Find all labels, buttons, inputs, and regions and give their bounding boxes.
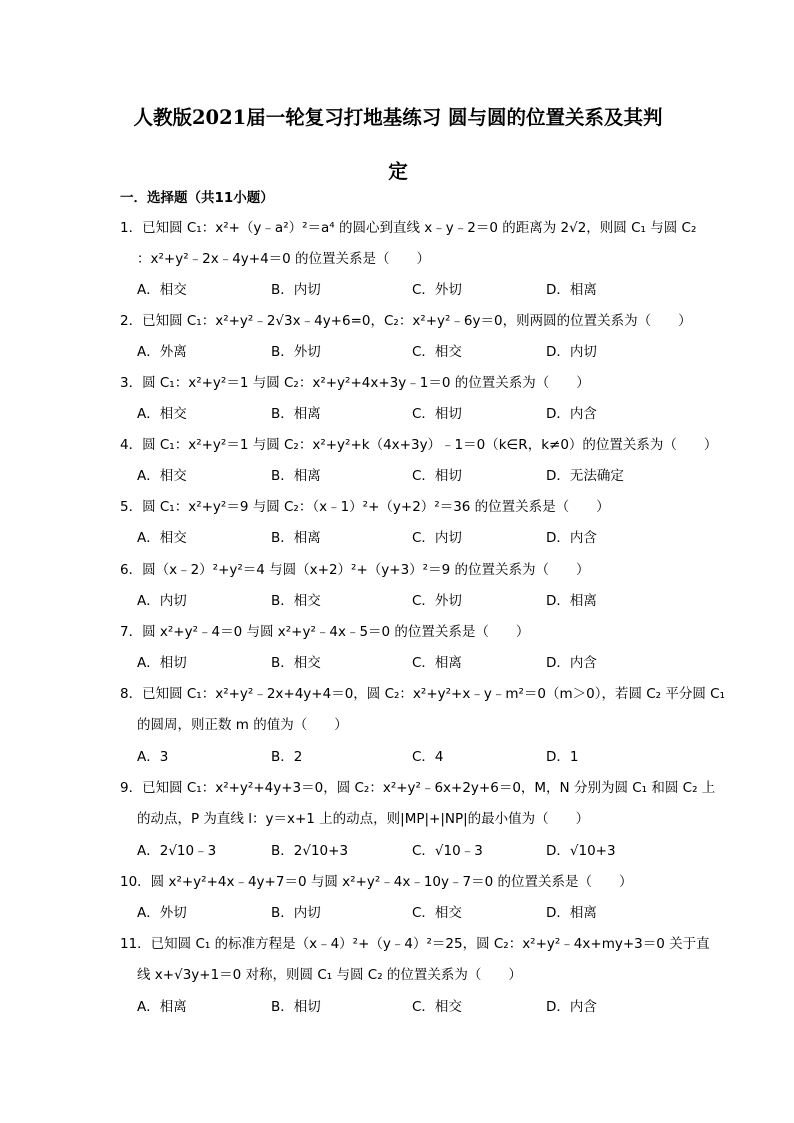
- question-6-option-c[interactable]: C．外切: [412, 593, 462, 609]
- question-7-option-b[interactable]: B．相交: [271, 655, 321, 671]
- question-1-option-d[interactable]: D．相离: [546, 282, 597, 298]
- question-3-line-1: 3．圆 C₁：x²+y²＝1 与圆 C₂：x²+y²+4x+3y﹣1＝0 的位置关系为（ ）: [120, 375, 590, 391]
- question-8-option-b[interactable]: B．2: [271, 749, 303, 765]
- question-11-option-d[interactable]: D．内含: [546, 999, 597, 1015]
- question-8-line-2: 的圆周，则正数 m 的值为（ ）: [137, 717, 348, 733]
- question-9-line-2: 的动点，P 为直线 l：y＝x+1 上的动点，则|MP|+|NP|的最小值为（ ）: [137, 811, 590, 827]
- question-8-option-d[interactable]: D．1: [546, 749, 579, 765]
- question-5-option-a[interactable]: A．相交: [137, 530, 187, 546]
- question-9-option-d[interactable]: D．√10+3: [546, 843, 616, 859]
- question-2-option-b[interactable]: B．外切: [271, 344, 321, 360]
- question-10-line-1: 10．圆 x²+y²+4x﹣4y+7＝0 与圆 x²+y²﹣4x﹣10y﹣7＝0 的位置关系是（ ）: [120, 874, 633, 890]
- question-3-option-c[interactable]: C．相切: [412, 406, 462, 422]
- question-10-option-d[interactable]: D．相离: [546, 905, 597, 921]
- question-11-option-c[interactable]: C．相交: [412, 999, 462, 1015]
- question-7-option-d[interactable]: D．内含: [546, 655, 597, 671]
- question-1-line-1: 1．已知圆 C₁：x²+（y﹣a²）²＝a⁴ 的圆心到直线 x﹣y﹣2＝0 的距离为 2√2，则圆 C₁ 与圆 C₂: [120, 220, 697, 236]
- question-4-option-b[interactable]: B．相离: [271, 468, 321, 484]
- question-2-option-c[interactable]: C．相交: [412, 344, 462, 360]
- question-3-option-a[interactable]: A．相交: [137, 406, 187, 422]
- question-10-option-a[interactable]: A．外切: [137, 905, 187, 921]
- question-11-option-a[interactable]: A．相离: [137, 999, 187, 1015]
- title-line-1: 人教版2021届一轮复习打地基练习 圆与圆的位置关系及其判: [133, 106, 663, 129]
- question-5-option-d[interactable]: D．内含: [546, 530, 597, 546]
- question-4-option-d[interactable]: D．无法确定: [546, 468, 624, 484]
- question-7-option-c[interactable]: C．相离: [412, 655, 462, 671]
- question-6-option-d[interactable]: D．相离: [546, 593, 597, 609]
- question-10-option-b[interactable]: B．内切: [271, 905, 321, 921]
- title-line-2: 定: [388, 160, 408, 183]
- question-2-line-1: 2．已知圆 C₁：x²+y²﹣2√3x﹣4y+6=0，C₂：x²+y²﹣6y＝0，则两圆的位置关系为（ ）: [120, 313, 692, 329]
- question-4-option-c[interactable]: C．相切: [412, 468, 462, 484]
- question-2-option-d[interactable]: D．内切: [546, 344, 597, 360]
- question-1-option-b[interactable]: B．内切: [271, 282, 321, 298]
- document-title: [118, 91, 678, 199]
- question-11-line-1: 11．已知圆 C₁ 的标准方程是（x﹣4）²+（y﹣4）²＝25，圆 C₂：x²+y²﹣4x+my+3＝0 关于直: [120, 936, 710, 952]
- question-9-option-a[interactable]: A．2√10﹣3: [137, 843, 217, 859]
- question-6-option-a[interactable]: A．内切: [137, 593, 187, 609]
- question-2-option-a[interactable]: A．外离: [137, 344, 187, 360]
- question-7-option-a[interactable]: A．相切: [137, 655, 187, 671]
- question-1-line-2: ：x²+y²﹣2x﹣4y+4＝0 的位置关系是（ ）: [137, 251, 431, 267]
- question-11-line-2: 线 x+√3y+1＝0 对称，则圆 C₁ 与圆 C₂ 的位置关系为（ ）: [137, 967, 522, 983]
- question-8-option-c[interactable]: C．4: [412, 749, 444, 765]
- question-10-option-c[interactable]: C．相交: [412, 905, 462, 921]
- question-6-option-b[interactable]: B．相交: [271, 593, 321, 609]
- question-7-line-1: 7．圆 x²+y²﹣4＝0 与圆 x²+y²﹣4x﹣5＝0 的位置关系是（ ）: [120, 624, 530, 640]
- question-6-line-1: 6．圆（x﹣2）²+y²＝4 与圆（x+2）²+（y+3）²＝9 的位置关系为（ ）: [120, 562, 590, 578]
- question-11-option-b[interactable]: B．相切: [271, 999, 321, 1015]
- question-5-option-b[interactable]: B．相离: [271, 530, 321, 546]
- question-3-option-d[interactable]: D．内含: [546, 406, 597, 422]
- question-9-line-1: 9．已知圆 C₁：x²+y²+4y+3＝0，圆 C₂：x²+y²﹣6x+2y+6＝0，M，N 分别为圆 C₁ 和圆 C₂ 上: [120, 780, 716, 796]
- question-5-option-c[interactable]: C．内切: [412, 530, 462, 546]
- question-5-line-1: 5．圆 C₁：x²+y²＝9 与圆 C₂：（x﹣1）²+（y+2）²＝36 的位置关系是（ ）: [120, 499, 610, 515]
- question-4-option-a[interactable]: A．相交: [137, 468, 187, 484]
- question-4-line-1: 4．圆 C₁：x²+y²＝1 与圆 C₂：x²+y²+k（4x+3y）﹣1＝0（k∈R，k≠0）的位置关系为（ ）: [120, 437, 718, 453]
- question-3-option-b[interactable]: B．相离: [271, 406, 321, 422]
- question-8-option-a[interactable]: A．3: [137, 749, 169, 765]
- question-9-option-c[interactable]: C．√10﹣3: [412, 843, 483, 859]
- question-1-option-a[interactable]: A．相交: [137, 282, 187, 298]
- question-1-option-c[interactable]: C．外切: [412, 282, 462, 298]
- question-8-line-1: 8．已知圆 C₁：x²+y²﹣2x+4y+4＝0，圆 C₂：x²+y²+x﹣y﹣m²＝0（m＞0），若圆 C₂ 平分圆 C₁: [120, 686, 726, 702]
- section-heading: 一．选择题（共11小题）: [120, 190, 274, 206]
- question-9-option-b[interactable]: B．2√10+3: [271, 843, 349, 859]
